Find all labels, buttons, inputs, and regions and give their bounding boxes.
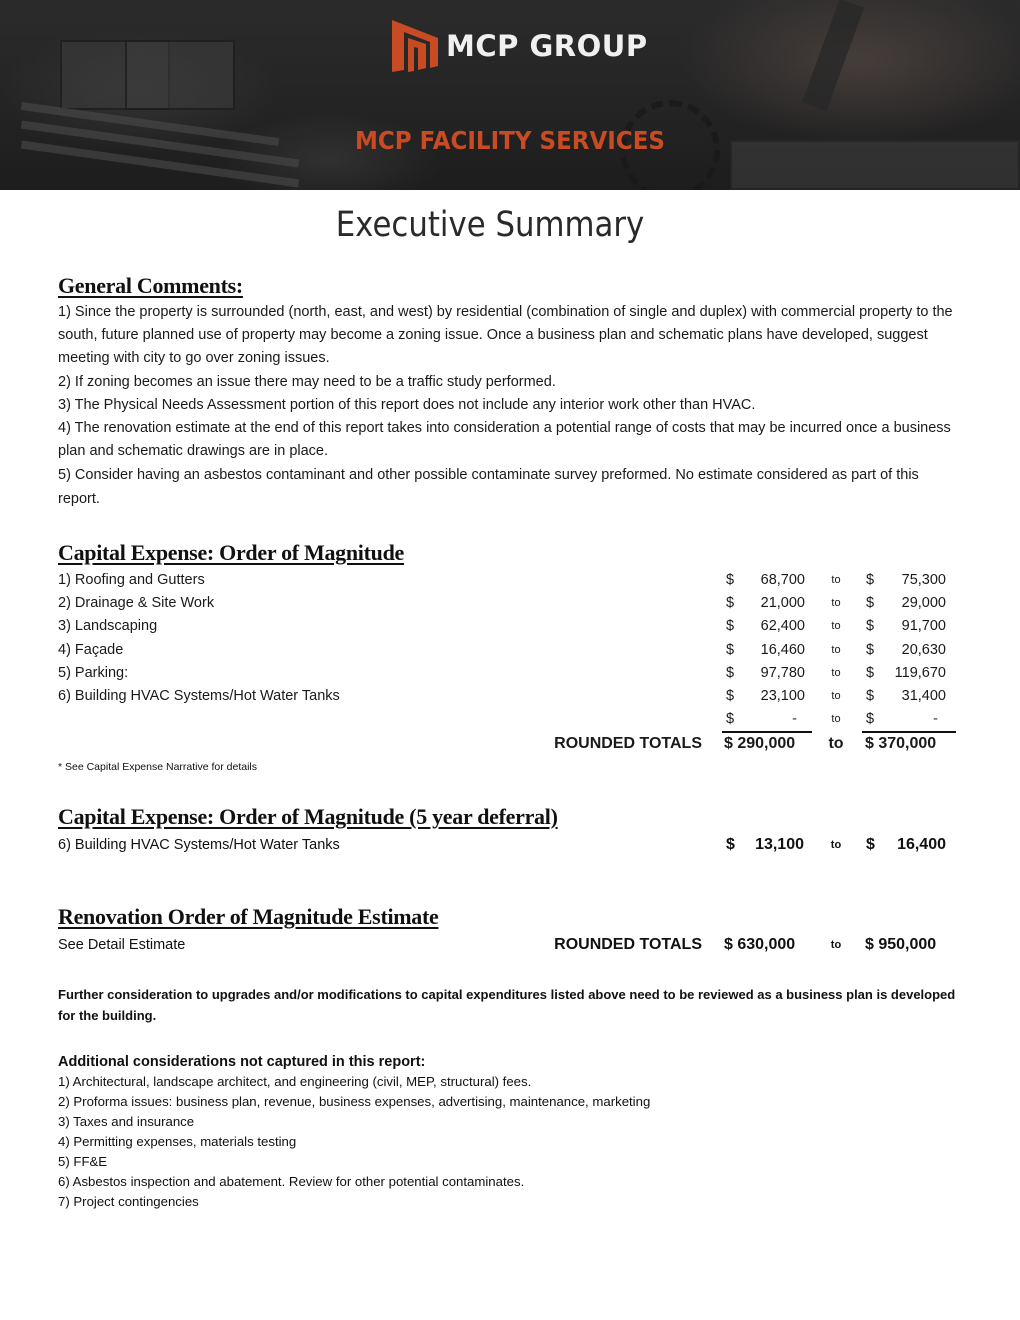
high-value: 29,000 [901,595,946,612]
currency-symbol: $ [726,572,735,588]
high-value: 75,300 [901,572,946,588]
high-value: 31,400 [901,687,946,704]
row-label: See Detail Estimate [58,937,186,953]
section-heading: General Comments: [58,273,243,298]
list-item: 2) Proforma issues: business plan, revenue, business expenses, advertising, maintenance, marketing [58,1094,651,1109]
low-value: 62,400 [760,618,805,635]
currency-symbol: $ [726,687,735,704]
table-row [58,592,958,615]
capital-expense-table [58,569,958,756]
table-row [58,639,958,662]
low-value: 16,460 [760,641,805,658]
range-to: to [831,597,841,610]
brand-name: MCP GROUP [446,29,648,63]
row-label: 1) Roofing and Gutters [58,572,205,588]
totals-label: ROUNDED TOTALS [554,936,702,953]
section-heading: Capital Expense: Order of Magnitude (5 year deferral) [58,804,558,829]
range-to: to [831,643,841,656]
row-label: 2) Drainage & Site Work [58,595,215,612]
table-row [58,615,958,638]
deferral-section [58,804,958,858]
comment-item: 2) If zoning becomes an issue there may need to be a traffic study performed. [58,373,556,390]
section-heading: Capital Expense: Order of Magnitude [58,540,404,565]
currency-symbol: $ [726,711,735,728]
high-value: 20,630 [901,641,946,658]
totals-row [58,731,958,756]
low-value: 97,780 [760,664,805,681]
range-to: to [830,939,842,951]
totals-row [58,932,958,958]
table-row [58,832,958,858]
banner-background-beam [802,0,864,111]
total-high: $ 370,000 [865,735,937,753]
high-value: - [933,711,938,728]
low-value: 13,100 [755,836,804,853]
list-item: 6) Asbestos inspection and abatement. Review for other potential contaminates. [58,1174,525,1189]
section-heading: Additional considerations not captured in this report: [58,1054,426,1070]
currency-symbol: $ [866,572,875,588]
section-heading: Renovation Order of Magnitude Estimate [58,904,439,929]
table-row [58,569,958,592]
list-item: 5) FF&E [58,1154,108,1169]
page-title: Executive Summary [335,205,645,245]
totals-label: ROUNDED TOTALS [554,735,702,753]
low-value: - [792,711,797,728]
capital-expense-section [58,540,958,775]
low-value: 23,100 [760,687,805,704]
list-item: 3) Taxes and insurance [58,1114,195,1129]
currency-symbol: $ [866,836,875,853]
company-logo [390,18,648,74]
table-row [58,685,958,708]
comment-item: 3) The Physical Needs Assessment portion of this report does not include any interior work other than HVAC. [58,396,756,413]
general-comments-list [58,301,958,511]
currency-symbol: $ [866,618,875,635]
header-banner [0,0,1020,190]
list-item: 4) Permitting expenses, materials testing [58,1134,297,1149]
footnote: * See Capital Expense Narrative for details [58,761,258,774]
currency-symbol: $ [866,641,875,658]
range-to: to [831,620,841,633]
high-value: 91,700 [901,618,946,635]
total-low: $ 290,000 [724,735,796,753]
currency-symbol: $ [726,641,735,658]
currency-symbol: $ [866,711,875,728]
renovation-section [58,904,958,958]
banner-background-machinery [125,40,235,110]
high-value: 119,670 [894,664,946,681]
currency-symbol: $ [866,664,875,681]
banner-subtitle: MCP FACILITY SERVICES [354,126,666,155]
range-to: to [831,666,841,679]
range-to: to [831,713,841,726]
range-to: to [831,689,841,702]
currency-symbol: $ [726,595,735,612]
comment-item: 1) Since the property is surrounded (north, east, and west) by residential (combination of single and duplex) with commercial property to the south, future planned use of property may become a zoning issue. Once a business plan and schematic plans have developed, suggest meeting with city to go over zoning issues. [58,304,953,367]
row-label: 4) Façade [58,641,124,658]
currency-symbol: $ [726,618,735,635]
currency-symbol: $ [866,687,875,704]
range-to: to [828,735,844,753]
row-label: 5) Parking: [58,664,129,681]
list-item: 7) Project contingencies [58,1194,199,1209]
list-item: 1) Architectural, landscape architect, and engineering (civil, MEP, structural) fees. [58,1074,532,1089]
currency-symbol: $ [726,664,735,681]
table-row-empty [58,708,958,731]
mcp-logo-mark-icon [390,18,442,74]
currency-symbol: $ [866,595,875,612]
additional-considerations-section [58,1052,958,1212]
high-value: 16,400 [897,836,946,853]
row-label: 6) Building HVAC Systems/Hot Water Tanks [58,837,340,853]
general-comments-section [58,273,958,511]
total-high: $ 950,000 [865,936,937,953]
comment-item: 5) Consider having an asbestos contaminant and other possible contaminate survey preformed. No estimate considered as part of this report. [58,467,919,507]
further-consideration-note: Further consideration to upgrades and/or modifications to capital expenditures listed above need to be reviewed as a business plan is developed for the building. [58,987,956,1023]
range-to: to [830,839,842,851]
table-row [58,662,958,685]
total-low: $ 630,000 [724,936,796,953]
currency-symbol: $ [726,836,735,853]
range-to: to [831,574,841,586]
comment-item: 4) The renovation estimate at the end of this report takes into consideration a potential range of costs that may be incurred once a business plan and schematic drawings are in place. [58,420,951,460]
row-label: 6) Building HVAC Systems/Hot Water Tanks [58,687,340,704]
row-label: 3) Landscaping [58,618,158,635]
low-value: 21,000 [760,595,805,612]
low-value: 68,700 [760,572,805,588]
